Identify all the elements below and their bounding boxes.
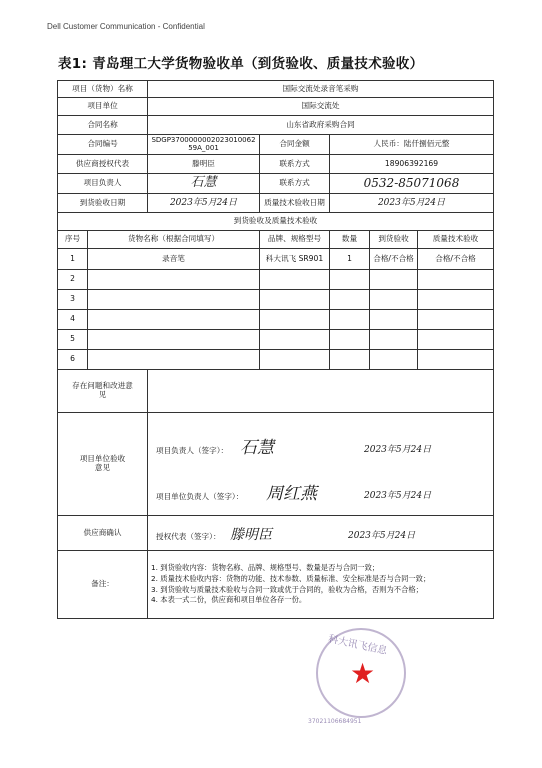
item-name: [88, 330, 260, 350]
label-remarks: 备注：: [58, 551, 148, 619]
item-brand: [260, 270, 330, 290]
note-4: 4. 本表一式二份，供应商和项目单位各存一份。: [151, 595, 307, 605]
value-project-name: 国际交流处录音笔采购: [148, 81, 494, 98]
label-supplier-confirm: 供应商确认: [58, 516, 148, 551]
item-seq: 3: [58, 290, 88, 310]
item-seq: 6: [58, 350, 88, 370]
label-contract-amount: 合同金额: [260, 135, 330, 155]
item-brand: [260, 310, 330, 330]
value-contract-amount: 人民币：陆仟捌佰元整: [330, 135, 494, 155]
label-contract-no: 合同编号: [58, 135, 148, 155]
item-seq: 5: [58, 330, 88, 350]
item-name: 录音笔: [88, 249, 260, 270]
manager-sign-date: 2023年5月24日: [364, 445, 432, 455]
label-contract-name: 合同名称: [58, 116, 148, 135]
label-quality-date: 质量技术验收日期: [260, 194, 330, 213]
item-qty: [330, 330, 370, 350]
item-quality: [418, 310, 494, 330]
item-name: [88, 290, 260, 310]
unit-head-signature: 周红燕: [266, 484, 317, 504]
remarks-content: [148, 551, 494, 619]
label-contact-1: 联系方式: [260, 155, 330, 174]
value-contract-name: 山东省政府采购合同: [148, 116, 494, 135]
supplier-sign-date: 2023年5月24日: [348, 531, 416, 541]
value-issues: [148, 370, 494, 413]
table-row: [58, 330, 494, 350]
label-unit-head-sign: 项目单位负责人（签字）：: [156, 492, 244, 501]
item-quality: [418, 270, 494, 290]
label-unit-opinion: 项目单位验收意见: [58, 413, 148, 516]
confidential-header: Dell Customer Communication - Confidential: [47, 22, 205, 31]
value-contact-2: 0532-85071068: [363, 175, 460, 190]
item-seq: 4: [58, 310, 88, 330]
item-quality: [418, 290, 494, 310]
col-header-arrival: 到货验收: [370, 231, 418, 249]
item-qty: 1: [330, 249, 370, 270]
item-brand: [260, 350, 330, 370]
label-contact-2: 联系方式: [260, 174, 330, 194]
item-arrival: 合格/不合格: [370, 249, 418, 270]
manager-signature: 石慧: [240, 438, 274, 458]
unit-head-sign-date: 2023年5月24日: [364, 491, 432, 501]
item-arrival: [370, 270, 418, 290]
document-title: 表1: 青岛理工大学货物验收单（到货验收、质量技术验收）: [58, 56, 424, 72]
item-quality: [418, 350, 494, 370]
section-header: 到货验收及质量技术验收: [58, 213, 494, 231]
value-arrival-date: 2023年5月24日: [169, 197, 238, 208]
item-arrival: [370, 350, 418, 370]
item-qty: [330, 290, 370, 310]
item-seq: 1: [58, 249, 88, 270]
item-qty: [330, 310, 370, 330]
label-supplier-rep: 供应商授权代表: [58, 155, 148, 174]
item-arrival: [370, 290, 418, 310]
item-name: [88, 310, 260, 330]
seal-star-icon: ★: [350, 657, 376, 690]
label-manager-sign: 项目负责人（签字）：: [156, 446, 229, 455]
table-row: [58, 310, 494, 330]
note-3: 3. 到货验收与质量技术验收与合同一致或优于合同的，验收为合格，否则为不合格；: [151, 584, 423, 594]
col-header-seq: 序号: [58, 231, 88, 249]
item-qty: [330, 270, 370, 290]
col-header-quality: 质量技术验收: [418, 231, 494, 249]
item-qty: [330, 350, 370, 370]
note-1: 1. 到货验收内容：货物名称、品牌、规格型号、数量是否与合同一致；: [151, 563, 380, 573]
item-brand: [260, 290, 330, 310]
label-project-manager: 项目负责人: [58, 174, 148, 194]
item-seq: 2: [58, 270, 88, 290]
value-supplier-rep: 滕明臣: [148, 155, 260, 174]
col-header-brand: 品牌、规格型号: [260, 231, 330, 249]
value-contract-no: SDGP370000000202301006259A_001: [148, 135, 260, 155]
note-2: 2. 质量技术验收内容：货物的功能、技术参数、质量标准、安全标准是否与合同一致；: [151, 573, 431, 583]
col-header-goods: 货物名称（根据合同填写）: [88, 231, 260, 249]
seal-code: 37021106684951: [308, 718, 362, 725]
item-quality: [418, 330, 494, 350]
label-project-unit: 项目单位: [58, 98, 148, 116]
supplier-signature: 滕明臣: [230, 527, 272, 543]
table-row: [58, 270, 494, 290]
item-name: [88, 350, 260, 370]
table-row: [58, 290, 494, 310]
item-arrival: [370, 330, 418, 350]
label-arrival-date: 到货验收日期: [58, 194, 148, 213]
value-project-unit: 国际交流处: [148, 98, 494, 116]
table-row: [58, 350, 494, 370]
project-manager-signature: 石慧: [190, 175, 217, 191]
item-brand: 科大讯飞 SR901: [260, 249, 330, 270]
label-supplier-sign: 授权代表（签字）：: [156, 532, 221, 541]
item-brand: [260, 330, 330, 350]
col-header-qty: 数量: [330, 231, 370, 249]
label-project-name: 项目（货物）名称: [58, 81, 148, 98]
item-quality: 合格/不合格: [418, 249, 494, 270]
item-name: [88, 270, 260, 290]
company-seal: [308, 628, 406, 725]
value-quality-date: 2023年5月24日: [377, 197, 446, 208]
table-row: [58, 249, 494, 270]
label-issues: 存在问题和改进意见: [58, 370, 148, 413]
seal-text: 科大讯飞信息: [327, 633, 389, 658]
item-arrival: [370, 310, 418, 330]
value-contact-1: 18906392169: [330, 155, 494, 174]
acceptance-form: [57, 80, 494, 619]
